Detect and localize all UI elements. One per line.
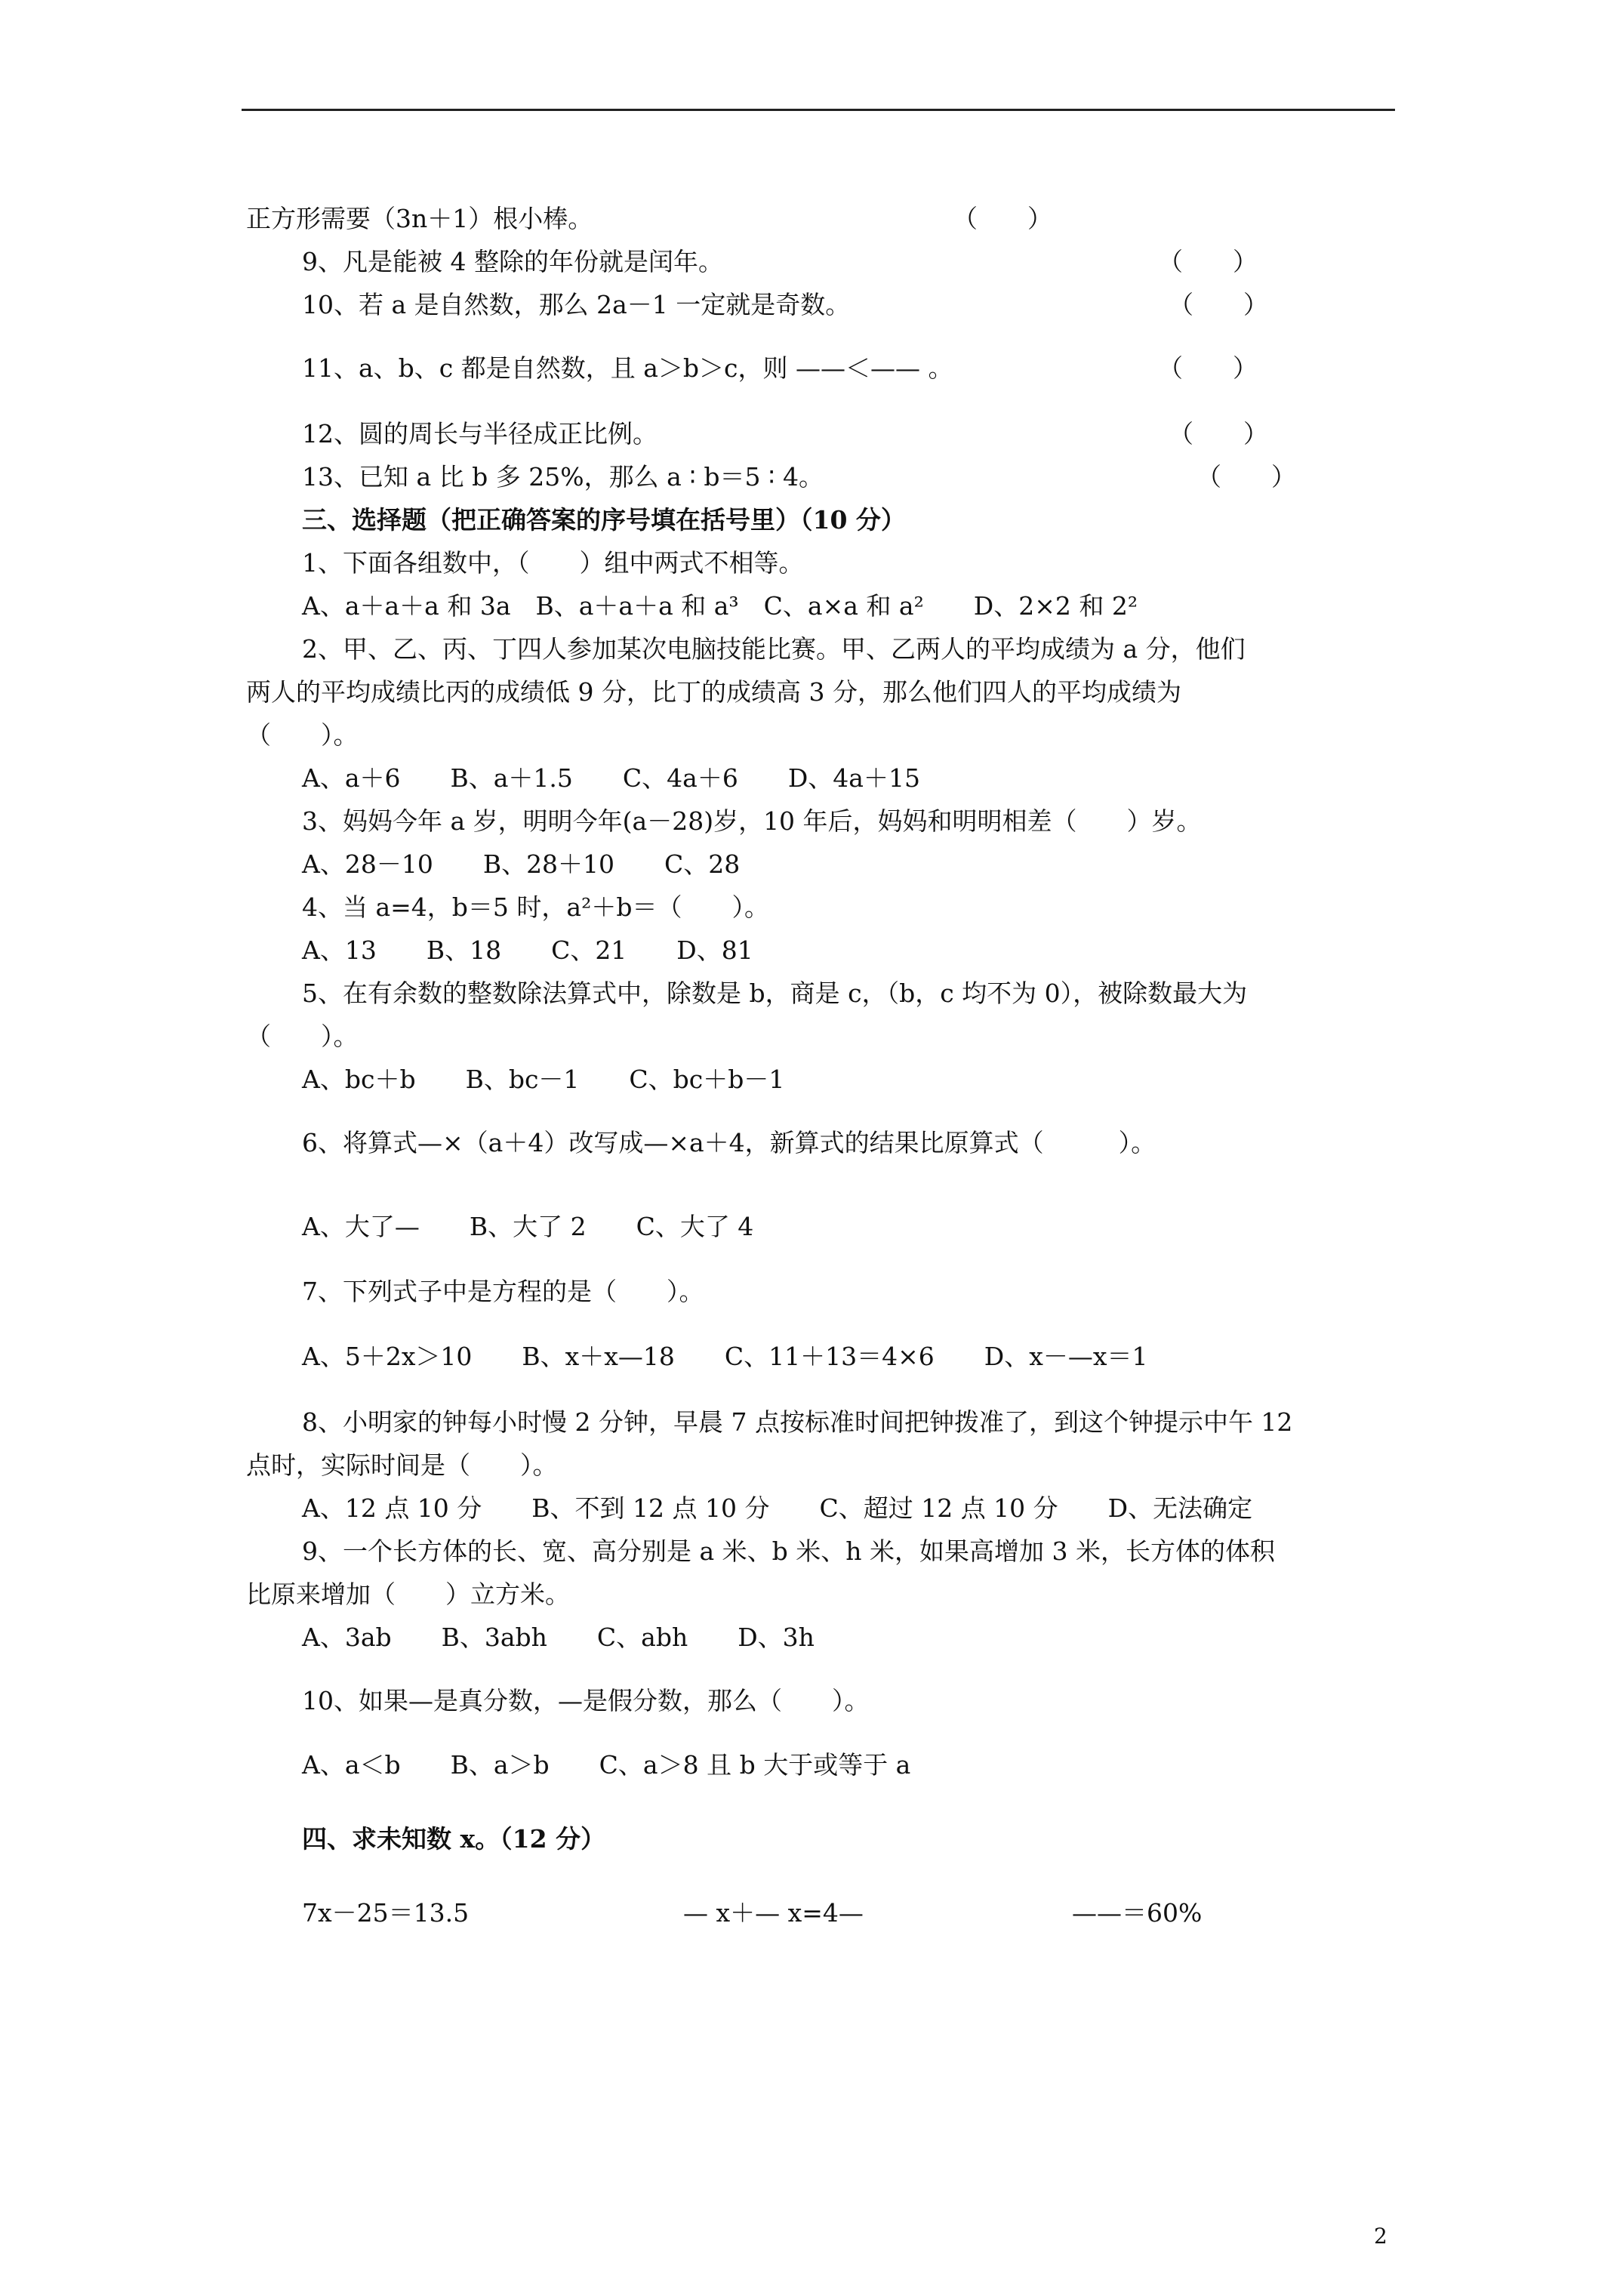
answer-bracket: （ ） bbox=[953, 204, 1052, 233]
equation: — x＋— x=4— bbox=[683, 1898, 864, 1928]
text-line: 7、下列式子中是方程的是（ ）。 bbox=[302, 1277, 704, 1306]
section-heading: 四、求未知数 x。（12 分） bbox=[302, 1824, 606, 1854]
text-line: 1、下面各组数中，（ ）组中两式不相等。 bbox=[302, 548, 804, 578]
text-line: 2、甲、乙、丙、丁四人参加某次电脑技能比赛。甲、乙两人的平均成绩为 a 分，他们 bbox=[302, 634, 1246, 664]
answer-bracket: （ ） bbox=[1169, 419, 1268, 448]
text-line: 比原来增加（ ）立方米。 bbox=[246, 1579, 570, 1609]
section-heading: 三、选择题（把正确答案的序号填在括号里）（10 分） bbox=[302, 505, 906, 535]
text-line: 8、小明家的钟每小时慢 2 分钟，早晨 7 点按标准时间把钟拨准了，到这个钟提示中午 12 bbox=[302, 1407, 1293, 1437]
answer-bracket: （ ） bbox=[1158, 247, 1258, 276]
text-line: A、a＜b B、a＞b C、a＞8 且 b 大于或等于 a bbox=[302, 1750, 911, 1780]
text-line: 10、如果—是真分数，—是假分数，那么（ ）。 bbox=[302, 1686, 870, 1715]
text-line: 13、已知 a 比 b 多 25%，那么 a ∶ b＝5 ∶ 4。 bbox=[302, 462, 824, 492]
text-line: （ ）。 bbox=[246, 720, 359, 750]
text-line: 4、当 a=4，b＝5 时，a²＋b＝（ ）。 bbox=[302, 892, 769, 922]
text-line: 点时，实际时间是（ ）。 bbox=[246, 1450, 558, 1480]
page-number: 2 bbox=[1374, 2224, 1387, 2248]
text-line: （ ）。 bbox=[246, 1022, 359, 1051]
equation: ——＝60% bbox=[1072, 1898, 1203, 1928]
text-line: 10、若 a 是自然数，那么 2a－1 一定就是奇数。 bbox=[302, 290, 851, 319]
equation: 7x－25＝13.5 bbox=[302, 1898, 470, 1928]
text-line: 11、a、b、c 都是自然数，且 a＞b＞c，则 ——＜—— 。 bbox=[302, 353, 953, 383]
text-line: A、13 B、18 C、21 D、81 bbox=[302, 935, 753, 965]
text-line: A、a＋a＋a 和 3a B、a＋a＋a 和 a³ C、a×a 和 a² D、2×2 和 2² bbox=[302, 591, 1138, 621]
text-line: A、12 点 10 分 B、不到 12 点 10 分 C、超过 12 点 10 分 D、无法确定 bbox=[302, 1493, 1253, 1523]
text-line: A、3ab B、3abh C、abh D、3h bbox=[302, 1623, 815, 1652]
answer-bracket: （ ） bbox=[1158, 353, 1258, 383]
answer-bracket: （ ） bbox=[1196, 462, 1296, 492]
text-line: A、大了— B、大了 2 C、大了 4 bbox=[302, 1212, 754, 1241]
text-line: A、5＋2x＞10 B、x＋x—18 C、11＋13＝4×6 D、x－—x＝1 bbox=[302, 1342, 1148, 1371]
text-line: 正方形需要（3n＋1）根小棒。 bbox=[246, 204, 593, 233]
text-line: 9、一个长方体的长、宽、高分别是 a 米、b 米、h 米，如果高增加 3 米，长方体的体积 bbox=[302, 1536, 1275, 1566]
text-line: 两人的平均成绩比丙的成绩低 9 分，比丁的成绩高 3 分，那么他们四人的平均成绩为 bbox=[246, 677, 1181, 707]
text-line: A、bc＋b B、bc－1 C、bc＋b－1 bbox=[302, 1065, 785, 1094]
text-line: 5、在有余数的整数除法算式中，除数是 b，商是 c，（b，c 均不为 0），被除数最大为 bbox=[302, 978, 1248, 1008]
header-rule bbox=[242, 109, 1395, 111]
text-line: 9、凡是能被 4 整除的年份就是闰年。 bbox=[302, 247, 723, 276]
answer-bracket: （ ） bbox=[1169, 290, 1268, 319]
text-line: 3、妈妈今年 a 岁，明明今年(a－28)岁，10 年后，妈妈和明明相差（ ）岁。 bbox=[302, 806, 1202, 836]
text-line: A、a＋6 B、a＋1.5 C、4a＋6 D、4a＋15 bbox=[302, 763, 920, 793]
text-line: A、28－10 B、28＋10 C、28 bbox=[302, 849, 741, 879]
text-line: 12、圆的周长与半径成正比例。 bbox=[302, 419, 658, 448]
text-line: 6、将算式—×（a＋4）改写成—×a＋4，新算式的结果比原算式（ ）。 bbox=[302, 1128, 1156, 1157]
